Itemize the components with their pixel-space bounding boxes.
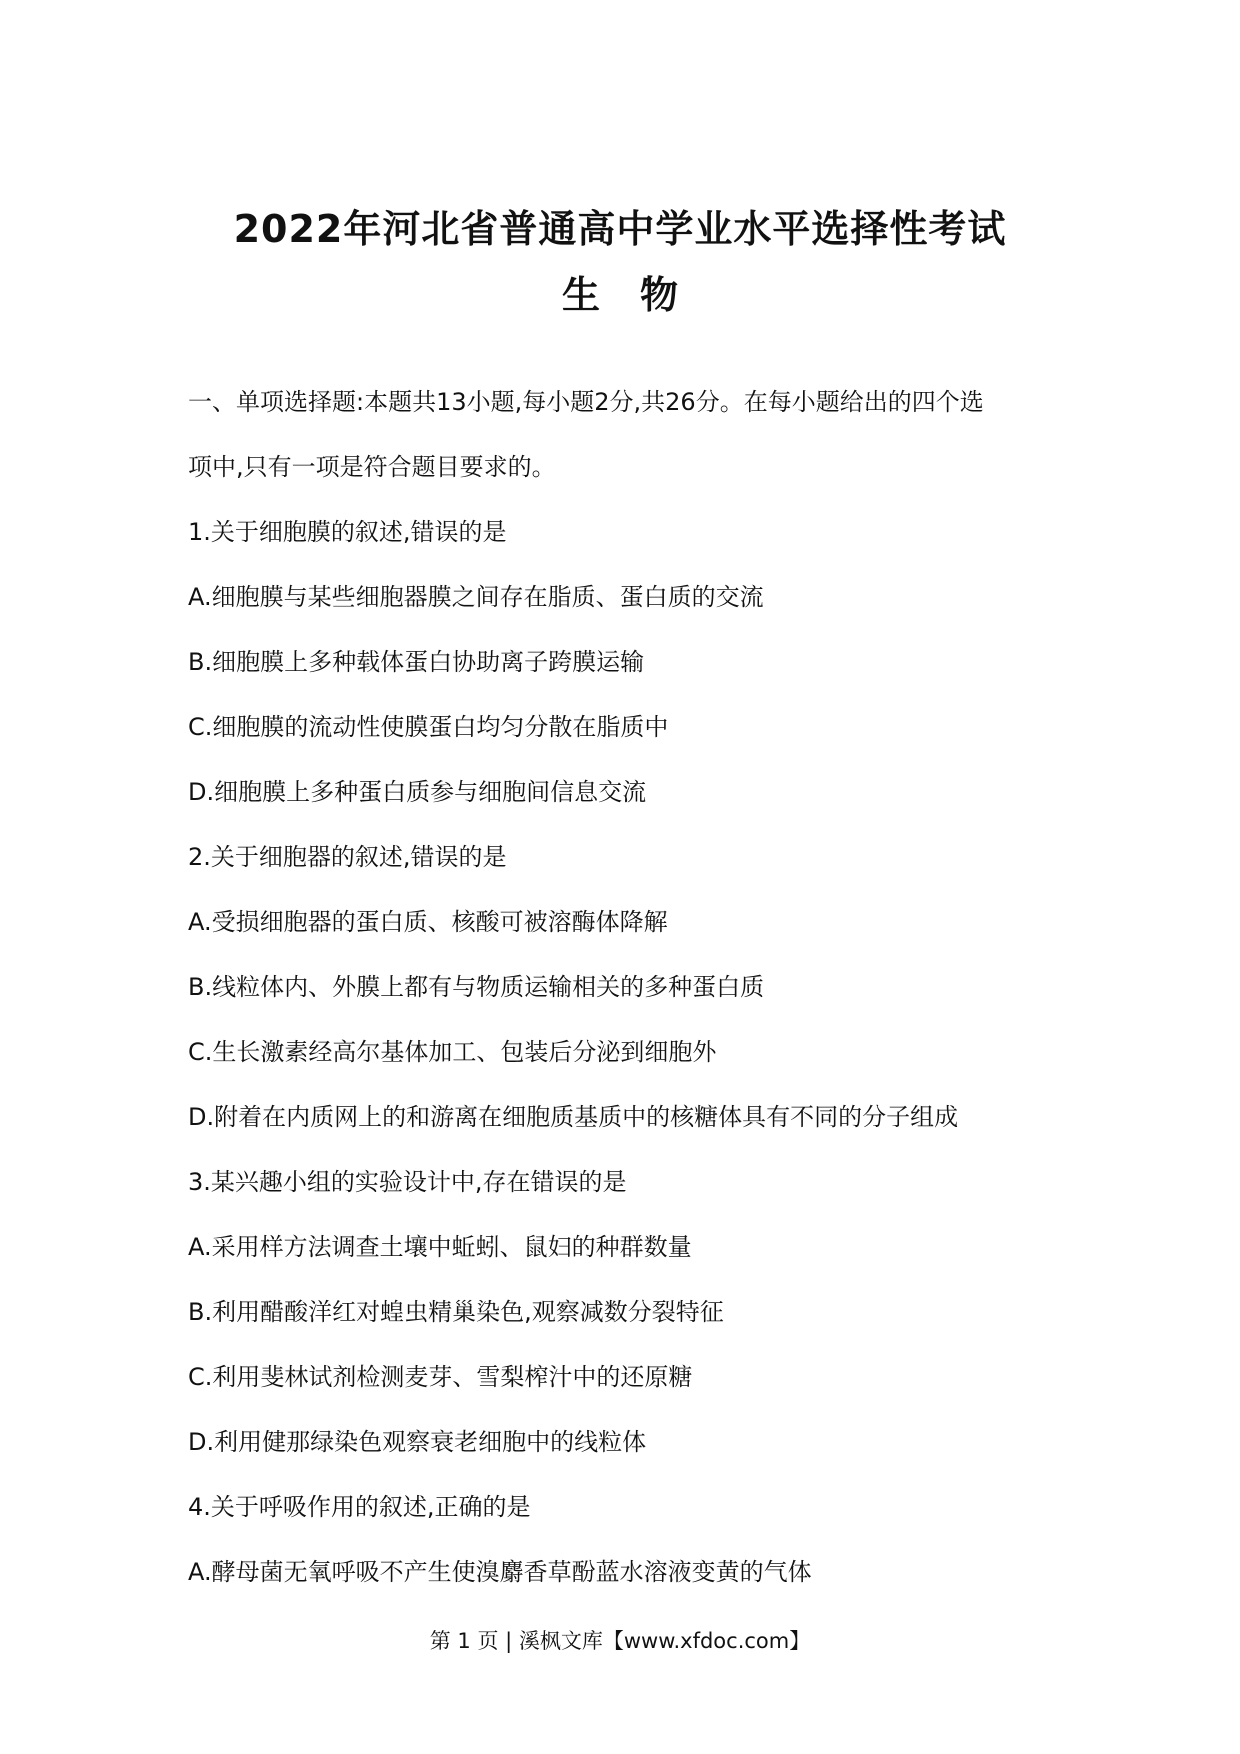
page-footer: 第 1 页 | 溪枫文库【www.xfdoc.com】 (429, 1629, 811, 1653)
question-2-option-d: D.附着在内质网上的和游离在细胞质基质中的核糖体具有不同的分子组成 (188, 1103, 959, 1131)
question-3-option-b: B.利用醋酸洋红对蝗虫精巢染色,观察减数分裂特征 (188, 1298, 724, 1326)
subject-char-2: 物 (640, 273, 679, 317)
section-heading-continued: 项中,只有一项是符合题目要求的。 (188, 453, 556, 481)
question-3-option-a: A.采用样方法调查土壤中蚯蚓、鼠妇的种群数量 (188, 1233, 692, 1261)
question-2-option-c: C.生长激素经高尔基体加工、包装后分泌到细胞外 (188, 1038, 717, 1066)
section-heading: 一、单项选择题:本题共13小题,每小题2分,共26分。在每小题给出的四个选 (188, 388, 984, 416)
subject-char-1: 生 (561, 273, 600, 317)
exam-content (188, 370, 1058, 1605)
subject-title (0, 272, 1240, 318)
exam-title: 2022年河北省普通高中学业水平选择性考试 (233, 207, 1007, 251)
question-1-option-a: A.细胞膜与某些细胞器膜之间存在脂质、蛋白质的交流 (188, 583, 764, 611)
question-1-option-c: C.细胞膜的流动性使膜蛋白均匀分散在脂质中 (188, 713, 669, 741)
question-2-stem: 2.关于细胞器的叙述,错误的是 (188, 843, 507, 871)
question-3-option-c: C.利用斐林试剂检测麦芽、雪梨榨汁中的还原糖 (188, 1363, 693, 1391)
question-1-option-d: D.细胞膜上多种蛋白质参与细胞间信息交流 (188, 778, 647, 806)
question-4-stem: 4.关于呼吸作用的叙述,正确的是 (188, 1493, 531, 1521)
question-3-stem: 3.某兴趣小组的实验设计中,存在错误的是 (188, 1168, 627, 1196)
question-4-option-a: A.酵母菌无氧呼吸不产生使溴麝香草酚蓝水溶液变黄的气体 (188, 1558, 812, 1586)
question-1-option-b: B.细胞膜上多种载体蛋白协助离子跨膜运输 (188, 648, 645, 676)
question-2-option-a: A.受损细胞器的蛋白质、核酸可被溶酶体降解 (188, 908, 668, 936)
question-2-option-b: B.线粒体内、外膜上都有与物质运输相关的多种蛋白质 (188, 973, 765, 1001)
question-3-option-d: D.利用健那绿染色观察衰老细胞中的线粒体 (188, 1428, 647, 1456)
question-1-stem: 1.关于细胞膜的叙述,错误的是 (188, 518, 507, 546)
